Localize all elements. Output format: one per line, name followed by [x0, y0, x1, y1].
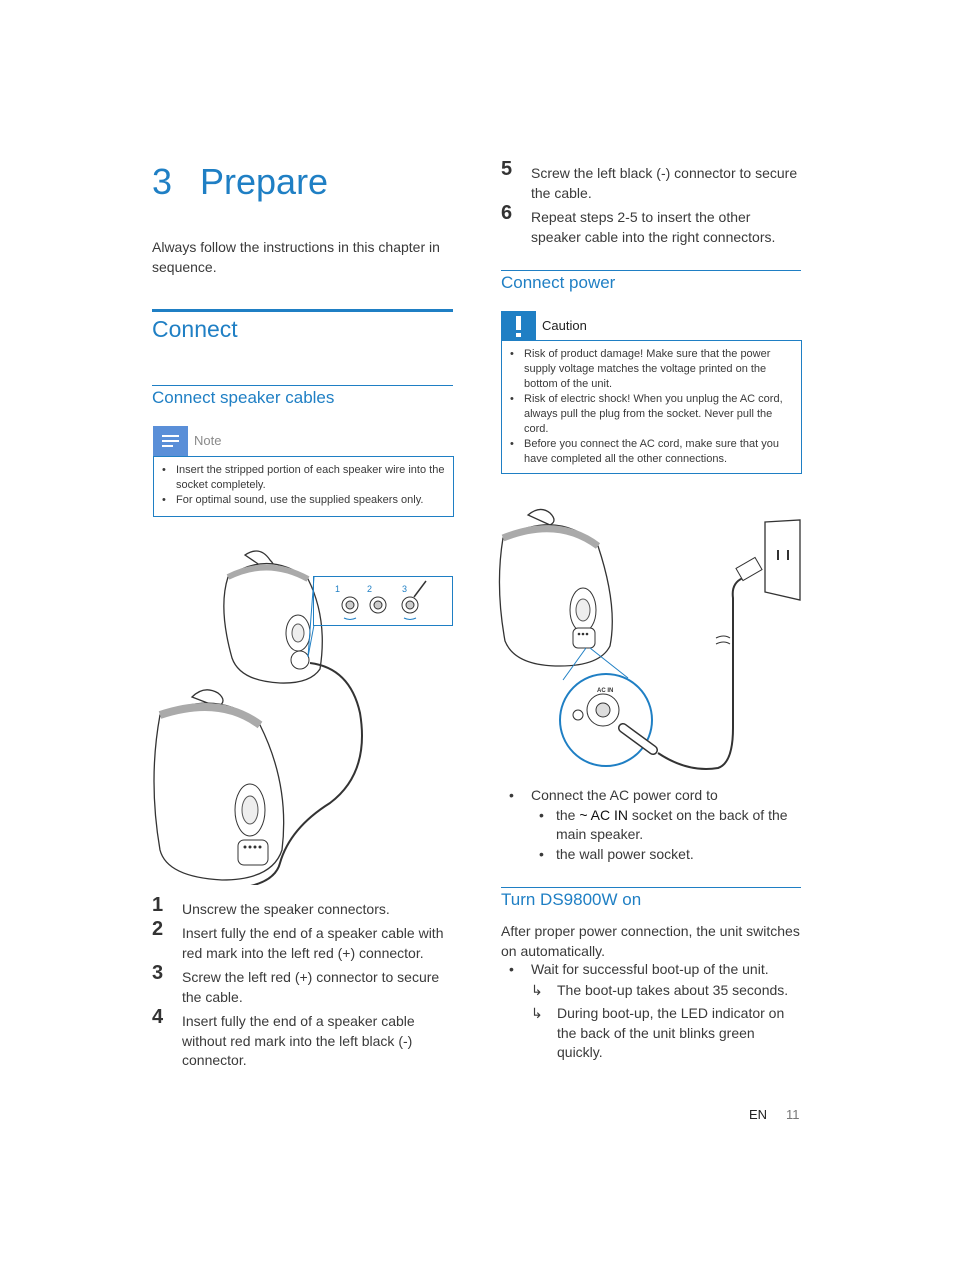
chapter-title	[152, 158, 328, 206]
callout-label: 2	[367, 584, 373, 594]
ac-in-label: AC IN	[597, 688, 614, 694]
ac-in-highlight: ~ AC IN	[579, 806, 628, 823]
power-subitem: • the wall power socket.	[531, 845, 806, 865]
power-illustration	[498, 500, 808, 775]
step-item	[152, 918, 454, 963]
chapter-name: Prepare	[200, 161, 329, 202]
connect-power-heading: Connect power	[501, 273, 616, 292]
caution-item: • Risk of product damage! Make sure that the power supply voltage matches the voltage printed on the bottom of the unit.	[502, 347, 791, 392]
turn-on-bullet	[501, 960, 801, 1063]
arrow-icon: ↳	[531, 1005, 543, 1021]
step-item	[501, 158, 801, 203]
callout-label: 1	[335, 584, 341, 594]
turn-on-bullet-text: Wait for successful boot-up of the unit.	[531, 961, 769, 977]
step-item	[152, 1006, 442, 1071]
chapter-number: 3	[152, 161, 173, 202]
step-text: Repeat steps 2-5 to insert the other speaker cable into the right connectors.	[531, 209, 776, 245]
step-item	[152, 962, 454, 1007]
step-text: Insert fully the end of a speaker cable with red mark into the left red (+) connector.	[182, 925, 444, 961]
result-text: The boot-up takes about 35 seconds.	[557, 981, 789, 998]
turn-on-heading: Turn DS9800W on	[501, 890, 642, 909]
caution-label: Caution	[542, 318, 587, 333]
power-instruction-text: Connect the AC power cord to	[531, 787, 718, 803]
power-sub-suffix: socket on the back of the main speaker.	[556, 806, 788, 842]
step-number: 1	[152, 894, 164, 916]
step-text: Insert fully the end of a speaker cable without red mark into the left black (-) connector.	[182, 1013, 415, 1068]
result-item	[531, 981, 801, 1001]
caution-icon	[501, 311, 536, 341]
step-number: 2	[152, 918, 164, 940]
arrow-icon: ↳	[531, 981, 543, 998]
power-bullet	[501, 786, 806, 864]
result-text: During boot-up, the LED indicator on the back of the unit blinks green quickly.	[557, 1005, 785, 1060]
subsection-rule	[501, 887, 801, 888]
note-item: • For optimal sound, use the supplied speakers only.	[154, 493, 445, 508]
note-icon	[153, 426, 188, 456]
page-number: 11	[786, 1107, 800, 1122]
step-number: 4	[152, 1006, 164, 1028]
caution-item: • Risk of electric shock! When you unplug the AC cord, always pull the plug from the socket. Never pull the cord.	[502, 392, 791, 437]
step-text: Unscrew the speaker connectors.	[182, 901, 390, 917]
step-number: 5	[501, 158, 513, 180]
result-item	[531, 1004, 787, 1063]
step-text: Screw the left black (-) connector to secure the cable.	[531, 165, 798, 201]
footer-lang: EN	[749, 1107, 768, 1122]
step-number: 3	[152, 962, 164, 984]
intro-text: Always follow the instructions in this chapter in sequence.	[152, 239, 440, 275]
turn-on-text: After proper power connection, the unit switches on automatically.	[501, 923, 800, 959]
step-text: Screw the left red (+) connector to secure the cable.	[182, 969, 440, 1005]
speaker-cables-heading: Connect speaker cables	[152, 388, 335, 407]
subsection-rule	[152, 385, 453, 386]
caution-box	[501, 340, 802, 474]
step-number: 6	[501, 202, 513, 224]
turn-on-list	[501, 960, 801, 1063]
power-subitem	[531, 806, 806, 845]
note-box	[153, 456, 454, 517]
note-item: • Insert the stripped portion of each speaker wire into the socket completely.	[154, 463, 445, 493]
caution-item: • Before you connect the AC cord, make sure that you have completed all the other connections.	[502, 437, 791, 467]
subsection-rule	[501, 270, 801, 271]
connector-callout-box	[313, 576, 453, 626]
step-item	[501, 202, 801, 247]
power-instruction	[501, 786, 806, 864]
connect-heading: Connect	[152, 316, 238, 342]
note-label: Note	[194, 433, 222, 448]
power-sub-prefix: the	[556, 806, 576, 823]
section-rule	[152, 309, 453, 312]
step-item	[152, 894, 454, 920]
callout-label: 3	[402, 584, 408, 594]
